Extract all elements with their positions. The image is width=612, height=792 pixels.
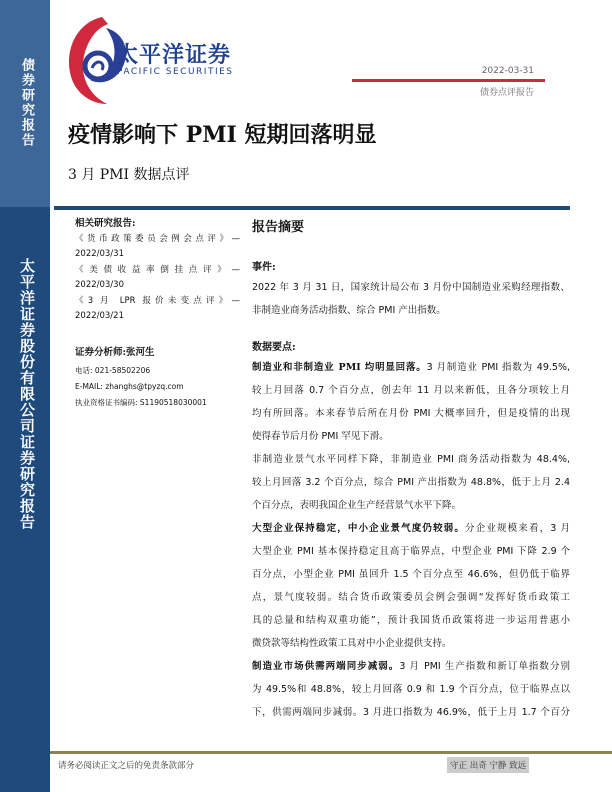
point-text: 百分点，小型企业 PMI 虽回升 1.5 个百分点至 46.6%，但仍低于临界 bbox=[252, 569, 570, 580]
related-item-date: 2022/03/21 bbox=[75, 311, 124, 321]
header-divider bbox=[352, 79, 545, 82]
point-text: 3 月制造业 PMI 指数为 49.5%, bbox=[426, 362, 570, 373]
point-text: 下，供需两端同步减弱。3 月进口指数为 46.9%，低于上月 1.7 个百分 bbox=[252, 707, 570, 718]
point-text: 大型企业 PMI 基本保持稳定且高于临界点，中型企业 PMI 下降 2.9 个 bbox=[252, 546, 570, 557]
analyst-phone: 电话: 021-58502206 bbox=[75, 366, 151, 375]
related-item-title[interactable]: 《3 月 LPR 报价未变点评》— bbox=[75, 295, 240, 306]
report-summary bbox=[252, 216, 570, 724]
point-heading: 制造业市场供需两端同步减弱。 bbox=[252, 661, 400, 672]
sidebar-bottom-label: 太平洋证券股份有限公司证券研究报告 bbox=[18, 258, 36, 530]
event-line: 2022 年 3 月 31 日，国家统计局公布 3 月份中国制造业采购经理指数、 bbox=[252, 282, 570, 293]
point-text: 3 月 PMI 生产指数和新订单指数分别 bbox=[399, 661, 570, 672]
point-text: 点，景气度较弱。结合货币政策委员会例会强调“发挥好货币政策工 bbox=[252, 592, 570, 603]
related-item-date: 2022/03/30 bbox=[75, 280, 124, 290]
related-item-title[interactable]: 《货币政策委员会例会点评》— bbox=[75, 233, 240, 244]
point-text: 具的总量和结构双重功能”，预计我国货币政策将进一步运用普惠小 bbox=[252, 615, 570, 626]
event-line: 非制造业商务活动指数、综合 PMI 产出指数。 bbox=[252, 305, 446, 316]
related-item-title[interactable]: 《美债收益率倒挂点评》— bbox=[75, 264, 240, 275]
footer-divider bbox=[50, 751, 612, 754]
report-type: 债券点评报告 bbox=[479, 88, 534, 98]
footer-motto: 守正 出奇 宁静 致远 bbox=[447, 757, 529, 773]
point-heading: 大型企业保持稳定，中小企业景气度仍较弱。 bbox=[252, 523, 466, 534]
point-text: 微贷款等结构性政策工具对中小企业提供支持。 bbox=[252, 638, 452, 649]
point-text: 非制造业景气水平同样下降，非制造业 PMI 商务活动指数为 48.4%, bbox=[252, 454, 570, 465]
point-text: 使得春节后月份 PMI 罕见下滑。 bbox=[252, 431, 389, 442]
report-date: 2022-03-31 bbox=[481, 66, 534, 76]
point-text: 分企业规模来看，3 月 bbox=[465, 523, 570, 534]
point-text: 较上月回落 0.7 个百分点，创去年 11 月以来新低，且各分项较上月 bbox=[252, 385, 570, 396]
event-heading: 事件: bbox=[252, 262, 276, 273]
point-text: 个百分点，表明我国企业生产经营景气水平下降。 bbox=[252, 500, 462, 511]
point-text: 较上月回落 3.2 个百分点，综合 PMI 产出指数为 48.8%，低于上月 2.4 bbox=[252, 477, 570, 488]
related-item-date: 2022/03/31 bbox=[75, 249, 124, 259]
summary-heading: 报告摘要 bbox=[252, 220, 305, 235]
point-text: 均有所回落。本来春节后所在月份 PMI 大概率回升，但是疫情的出现 bbox=[252, 408, 570, 419]
points-heading: 数据要点: bbox=[252, 342, 296, 353]
point-heading: 制造业和非制造业 PMI 均明显回落。 bbox=[252, 362, 427, 373]
brand-name-cn: 太平洋证券 bbox=[116, 43, 232, 68]
page-subtitle: 3 月 PMI 数据点评 bbox=[68, 167, 190, 183]
section-divider bbox=[54, 206, 570, 210]
page-title: 疫情影响下 PMI 短期回落明显 bbox=[68, 122, 377, 148]
analyst-license: 执业资格证书编码: S1190518030001 bbox=[75, 398, 207, 407]
point-text: 为 49.5%和 48.8%，较上月回落 0.9 和 1.9 个百分点，位于临界点以 bbox=[252, 684, 570, 695]
left-column bbox=[75, 216, 240, 411]
brand-name-en: PACIFIC SECURITIES bbox=[117, 67, 234, 77]
related-heading: 相关研究报告: bbox=[75, 218, 136, 229]
footer-disclaimer: 请务必阅读正文之后的免责条款部分 bbox=[58, 761, 195, 771]
analyst-heading: 证券分析师:张河生 bbox=[75, 346, 155, 358]
analyst-email[interactable]: E-MAIL: zhanghs@tpyzq.com bbox=[75, 382, 184, 391]
sidebar-top-label: 债券研究报告 bbox=[19, 58, 34, 148]
